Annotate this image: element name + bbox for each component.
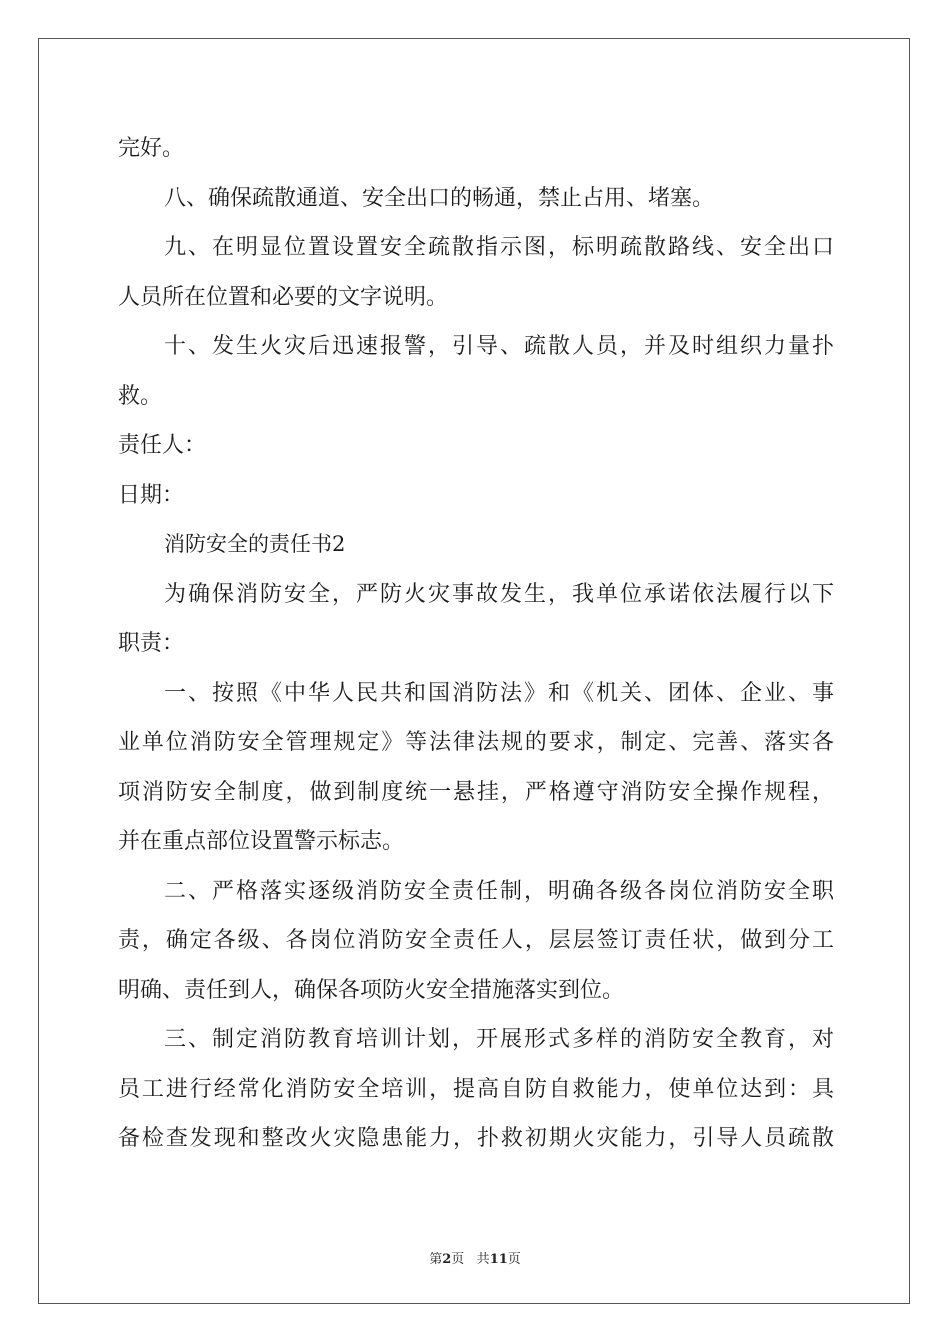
footer-total-pages: 11	[489, 1252, 508, 1267]
text-line: 业单位消防安全管理规定》等法律法规的要求，制定、完善、落实各	[118, 730, 834, 755]
section-title: 消防安全的责任书2	[164, 532, 346, 556]
text-line: 一、按照《中华人民共和国消防法》和《机关、团体、企业、事	[164, 680, 834, 706]
text-line: 为确保消防安全，严防火灾事故发生，我单位承诺依法履行以下	[164, 581, 834, 607]
text-line: 并在重点部位设置警示标志。	[118, 829, 405, 854]
text-line: 完好。	[118, 136, 185, 161]
text-line: 三、制定消防教育培训计划，开展形式多样的消防安全教育，对	[164, 1027, 834, 1052]
footer-total-prefix: 共	[476, 1252, 490, 1267]
text-line: 救。	[118, 383, 163, 409]
text-line: 八、确保疏散通道、安全出口的畅通，禁止占用、堵塞。	[164, 185, 715, 211]
footer-page-suffix: 页	[451, 1252, 465, 1267]
text-line: 项消防安全制度，做到制度统一悬挂，严格遵守消防安全操作规程，	[118, 779, 834, 805]
text-line: 日期：	[118, 482, 185, 508]
text-line: 九、在明显位置设置安全疏散指示图，标明疏散路线、安全出口	[164, 235, 834, 260]
text-line: 明确、责任到人，确保各项防火安全措施落实到位。	[118, 977, 625, 1003]
text-line: 备检查发现和整改火灾隐患能力，扑救初期火灾能力，引导人员疏散	[118, 1126, 834, 1151]
footer-total-suffix: 页	[507, 1252, 521, 1267]
text-line: 职责：	[118, 631, 185, 656]
footer-page-number: 2	[442, 1252, 452, 1267]
text-line: 责任人：	[118, 433, 207, 458]
text-line: 十、发生火灾后迅速报警，引导、疏散人员，并及时组织力量扑	[164, 334, 834, 359]
page-footer	[0, 1248, 950, 1267]
footer-prefix: 第	[429, 1252, 443, 1267]
text-line: 责，确定各级、各岗位消防安全责任人，层层签订责任状，做到分工	[118, 928, 834, 953]
text-line: 二、严格落实逐级消防安全责任制，明确各级各岗位消防安全职	[164, 878, 834, 904]
text-line: 人员所在位置和必要的文字说明。	[118, 284, 449, 310]
document-body	[118, 124, 834, 1164]
text-line: 员工进行经常化消防安全培训，提高自防自救能力，使单位达到：具	[118, 1076, 834, 1102]
